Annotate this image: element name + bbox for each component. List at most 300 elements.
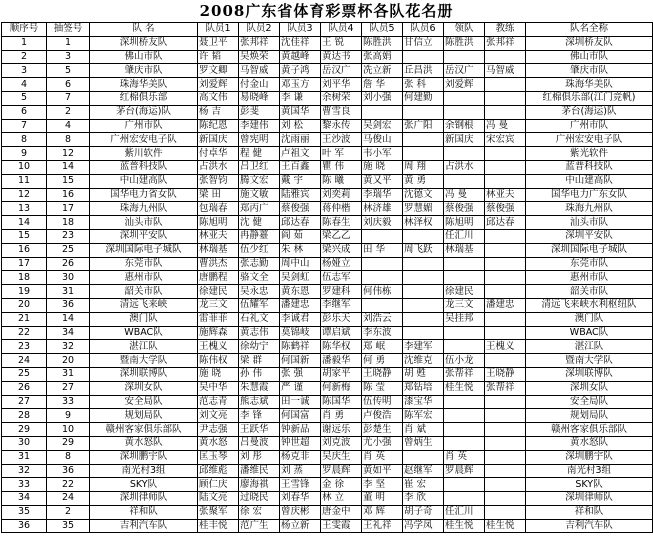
table-cell: 邱达春 xyxy=(280,216,321,230)
table-row xyxy=(2,326,653,340)
table-cell: 张邦祥 xyxy=(239,36,280,50)
table-row xyxy=(2,354,653,368)
table-cell: 1 xyxy=(47,36,90,50)
table-cell xyxy=(444,91,485,105)
table-cell: 陈春生 xyxy=(321,216,362,230)
table-cell: 10 xyxy=(2,160,47,174)
table-row xyxy=(2,105,653,119)
table-cell: 王槐义 xyxy=(485,340,526,354)
table-cell: 茅台(海运)队 xyxy=(90,105,198,119)
table-cell: 徐 宏 xyxy=(239,505,280,519)
table-cell: 杨克非 xyxy=(280,450,321,464)
table-cell: 莫锦岐 xyxy=(280,326,321,340)
table-cell: 谢远乐 xyxy=(321,423,362,437)
table-cell: 8 xyxy=(47,450,90,464)
table-cell: 7 xyxy=(47,91,90,105)
table-cell: 余树荣 xyxy=(321,91,362,105)
table-cell: 桂生悦 xyxy=(444,519,485,533)
table-cell: 黄水怒 xyxy=(198,436,239,450)
table-cell xyxy=(485,312,526,326)
table-cell: 朱 林 xyxy=(280,243,321,257)
table-cell: 深圳国际电子城队 xyxy=(526,243,653,257)
table-cell: 黄如平 xyxy=(362,464,403,478)
table-cell: 王礼祥 xyxy=(362,519,403,533)
table-cell: 龙三文 xyxy=(198,298,239,312)
table-row xyxy=(2,91,653,105)
table-cell: 林亚夫 xyxy=(485,188,526,202)
table-cell: 任汇川 xyxy=(444,229,485,243)
table-cell: 陈胜洪 xyxy=(444,36,485,50)
column-header: 队 名 xyxy=(90,23,198,37)
table-cell: 桂生悦 xyxy=(444,381,485,395)
table-cell: 沈德文 xyxy=(403,188,444,202)
table-cell: 佛山市队 xyxy=(90,50,198,64)
table-cell: 珠海华美队 xyxy=(90,78,198,92)
table-cell: 施文敏 xyxy=(239,188,280,202)
table-cell xyxy=(444,423,485,437)
table-row xyxy=(2,478,653,492)
table-cell: 珠海华美队 xyxy=(526,78,653,92)
table-cell xyxy=(485,147,526,161)
table-cell xyxy=(362,257,403,271)
table-cell: 高文伟 xyxy=(198,91,239,105)
table-row xyxy=(2,78,653,92)
table-cell: 伍志军 xyxy=(321,271,362,285)
table-cell: 刘庆毅 xyxy=(362,216,403,230)
table-cell: WBAC队 xyxy=(90,326,198,340)
table-cell: 34 xyxy=(47,326,90,340)
table-cell: 2 xyxy=(47,105,90,119)
table-cell xyxy=(403,147,444,161)
table-cell: 黄水怒队 xyxy=(526,436,653,450)
table-cell: 瞿 伟 xyxy=(321,160,362,174)
column-header: 队名全称 xyxy=(526,23,653,37)
table-cell: 8 xyxy=(2,133,47,147)
table-cell: 吴庆生 xyxy=(321,450,362,464)
table-cell: 张帮祥 xyxy=(485,381,526,395)
table-cell: 广州宏安电子队 xyxy=(90,133,198,147)
table-cell xyxy=(403,229,444,243)
table-cell: 19 xyxy=(2,285,47,299)
table-cell: 桂生悦 xyxy=(485,519,526,533)
table-cell: 李建伟 xyxy=(239,119,280,133)
table-cell: 腾文宏 xyxy=(239,174,280,188)
table-row xyxy=(2,312,653,326)
table-cell: 3 xyxy=(47,50,90,64)
table-cell: 刘爱辉 xyxy=(198,78,239,92)
table-cell: 石礼文 xyxy=(239,312,280,326)
table-cell: 林泽权 xyxy=(403,216,444,230)
table-cell: 梁乙乙 xyxy=(321,229,362,243)
table-cell: 梁 群 xyxy=(239,354,280,368)
table-cell: 罗晨辉 xyxy=(321,464,362,478)
table-cell: 陈国华 xyxy=(321,395,362,409)
table-cell: 黄子鸿 xyxy=(280,64,321,78)
table-cell: 31 xyxy=(47,285,90,299)
table-cell: 惠州市队 xyxy=(526,271,653,285)
table-cell: 33 xyxy=(47,395,90,409)
table-cell: 张邦祥 xyxy=(485,36,526,50)
table-cell: 李 谦 xyxy=(280,91,321,105)
table-row xyxy=(2,229,653,243)
table-cell: 胡 甦 xyxy=(403,367,444,381)
table-row xyxy=(2,505,653,519)
table-cell: 熊志斌 xyxy=(239,395,280,409)
table-cell: 24 xyxy=(2,354,47,368)
table-cell: 33 xyxy=(2,478,47,492)
table-cell: 周中山 xyxy=(280,257,321,271)
table-cell: 周飞跃 xyxy=(403,243,444,257)
table-cell: 35 xyxy=(47,519,90,533)
table-cell: 彭楚生 xyxy=(362,423,403,437)
table-cell xyxy=(485,505,526,519)
table-cell: 28 xyxy=(2,409,47,423)
table-cell xyxy=(444,492,485,506)
table-cell: 阎 茹 xyxy=(280,229,321,243)
table-cell: 占洪水 xyxy=(444,160,485,174)
table-cell: 丘昌洪 xyxy=(403,64,444,78)
table-cell: 新国庆 xyxy=(198,133,239,147)
table-cell: 澳门队 xyxy=(90,312,198,326)
table-cell: 罗建科 xyxy=(321,285,362,299)
table-cell: 25 xyxy=(2,367,47,381)
table-cell: 肇庆市队 xyxy=(90,64,198,78)
table-cell xyxy=(362,229,403,243)
table-cell: 伍小龙 xyxy=(444,354,485,368)
table-cell: 9 xyxy=(2,147,47,161)
table-cell xyxy=(444,409,485,423)
table-cell: 张帮祥 xyxy=(444,367,485,381)
table-cell: 张 科 xyxy=(403,78,444,92)
table-cell: 汕头市队 xyxy=(526,216,653,230)
table-cell: 广州宏安电子队 xyxy=(526,133,653,147)
table-cell: 深圳联博队 xyxy=(526,367,653,381)
table-cell: 岳汉广 xyxy=(321,64,362,78)
table-cell xyxy=(485,257,526,271)
table-cell: 茅台(海运)队 xyxy=(526,105,653,119)
table-cell: 刘爱辉 xyxy=(444,78,485,92)
table-cell: SKY队 xyxy=(90,478,198,492)
table-cell: 蔡俊强 xyxy=(280,202,321,216)
table-cell: 冯 曼 xyxy=(444,188,485,202)
table-cell: 27 xyxy=(2,395,47,409)
table-row xyxy=(2,367,653,381)
table-cell: 张 强 xyxy=(280,367,321,381)
table-cell: 紫光软件 xyxy=(526,147,653,161)
table-cell: 5 xyxy=(2,91,47,105)
table-cell: 王晓静 xyxy=(485,367,526,381)
table-cell: 黄达书 xyxy=(321,50,362,64)
column-header: 领队 xyxy=(444,23,485,37)
table-cell: 5 xyxy=(47,64,90,78)
table-cell: 包瑞春 xyxy=(198,202,239,216)
table-cell: 吴挂邦 xyxy=(444,312,485,326)
table-cell: 吴中华 xyxy=(198,381,239,395)
table-cell: 黄东恩 xyxy=(280,285,321,299)
table-cell: 陈 曦 xyxy=(321,174,362,188)
table-cell: 深圳律师队 xyxy=(526,492,653,506)
table-cell: 赣州客家俱乐部队 xyxy=(90,423,198,437)
table-cell xyxy=(444,436,485,450)
table-cell xyxy=(403,133,444,147)
table-cell: 周 翔 xyxy=(403,160,444,174)
table-cell xyxy=(485,395,526,409)
table-cell: 36 xyxy=(2,519,47,533)
table-cell: 任汇川 xyxy=(444,505,485,519)
table-cell: 陈旭明 xyxy=(444,216,485,230)
table-cell: 黄 勇 xyxy=(403,174,444,188)
table-row xyxy=(2,409,653,423)
table-cell: 深圳平安队 xyxy=(90,229,198,243)
table-cell: 黄水怒队 xyxy=(90,436,198,450)
table-cell xyxy=(485,436,526,450)
table-cell: 中山建高队 xyxy=(526,174,653,188)
table-cell: 潘建忠 xyxy=(280,298,321,312)
table-cell: 21 xyxy=(2,312,47,326)
table-row xyxy=(2,174,653,188)
table-cell: 暨南大学队 xyxy=(526,354,653,368)
table-cell: 刘春华 xyxy=(280,492,321,506)
table-cell: 23 xyxy=(2,340,47,354)
table-cell: 邓 辉 xyxy=(362,505,403,519)
table-cell: 南光村3组 xyxy=(526,464,653,478)
table-cell: 叶 军 xyxy=(321,147,362,161)
table-cell: 刘浩云 xyxy=(362,312,403,326)
table-row xyxy=(2,216,653,230)
table-row xyxy=(2,436,653,450)
table-cell: 伍少红 xyxy=(239,243,280,257)
table-cell: 23 xyxy=(47,229,90,243)
table-cell: SKY队 xyxy=(526,478,653,492)
table-cell: 曹雪良 xyxy=(321,105,362,119)
table-cell: 卢俊浩 xyxy=(362,409,403,423)
table-cell: 17 xyxy=(2,257,47,271)
table-cell: 潘毅华 xyxy=(321,354,362,368)
table-row xyxy=(2,298,653,312)
table-cell: 9 xyxy=(47,409,90,423)
table-cell xyxy=(485,174,526,188)
table-cell: 严 谨 xyxy=(280,381,321,395)
table-cell xyxy=(485,160,526,174)
table-cell: 张高娟 xyxy=(362,50,403,64)
table-cell: 崔 宏 xyxy=(403,478,444,492)
table-cell: 南光村3组 xyxy=(90,464,198,478)
table-cell: 徐建民 xyxy=(444,285,485,299)
table-cell: 马智威 xyxy=(485,64,526,78)
table-cell: 董 明 xyxy=(362,492,403,506)
table-cell xyxy=(444,174,485,188)
table-cell: 陈 莹 xyxy=(362,381,403,395)
table-cell: 陈伟权 xyxy=(198,354,239,368)
table-cell: 李建军 xyxy=(403,340,444,354)
table-row xyxy=(2,340,653,354)
table-cell xyxy=(403,450,444,464)
table-cell xyxy=(485,105,526,119)
table-cell: 东莞市队 xyxy=(90,257,198,271)
table-row xyxy=(2,285,653,299)
table-cell: 田 华 xyxy=(362,243,403,257)
table-cell: 深圳平安队 xyxy=(526,229,653,243)
table-cell: 惠州市队 xyxy=(90,271,198,285)
table-row xyxy=(2,36,653,50)
table-cell: 中山建高队 xyxy=(90,174,198,188)
table-cell: 唐金中 xyxy=(321,505,362,519)
table-cell: 22 xyxy=(47,478,90,492)
table-cell: 深圳鹏宇队 xyxy=(90,450,198,464)
table-cell: 李 坚 xyxy=(362,478,403,492)
table-cell: 12 xyxy=(2,188,47,202)
table-cell: 吴剑宏 xyxy=(362,119,403,133)
table-cell: 3 xyxy=(2,64,47,78)
table-cell: 朱慧霞 xyxy=(239,381,280,395)
table-cell: 肖 勇 xyxy=(321,409,362,423)
table-cell: 暨南大学队 xyxy=(90,354,198,368)
table-cell: 6 xyxy=(47,78,90,92)
table-cell: 彭乐天 xyxy=(321,312,362,326)
table-cell: 范广生 xyxy=(239,519,280,533)
table-cell: 尹志强 xyxy=(198,423,239,437)
table-cell: 程 健 xyxy=(239,147,280,161)
table-cell: 过晓民 xyxy=(239,492,280,506)
table-cell: 规划局队 xyxy=(90,409,198,423)
table-cell: 30 xyxy=(2,436,47,450)
table-cell: 何新梅 xyxy=(321,381,362,395)
table-cell: 深圳女队 xyxy=(526,381,653,395)
table-cell: WBAC队 xyxy=(526,326,653,340)
table-cell: 何伟栋 xyxy=(362,285,403,299)
table-cell: 邓玉方 xyxy=(280,78,321,92)
table-cell: 湛江队 xyxy=(526,340,653,354)
table-cell: 刘克波 xyxy=(321,436,362,450)
table-cell: 何建勤 xyxy=(403,91,444,105)
table-cell: 林瑞基 xyxy=(198,243,239,257)
table-cell: 祥和队 xyxy=(526,505,653,519)
table-cell: 马智威 xyxy=(239,64,280,78)
table-cell xyxy=(403,312,444,326)
table-cell: 珠海九州队 xyxy=(526,202,653,216)
table-cell: 26 xyxy=(2,381,47,395)
table-cell: 汕头市队 xyxy=(90,216,198,230)
table-row xyxy=(2,50,653,64)
table-cell: 何 勇 xyxy=(362,354,403,368)
table-cell xyxy=(403,298,444,312)
table-cell xyxy=(485,423,526,437)
table-cell: 聂卫平 xyxy=(198,36,239,50)
table-cell: 钟世超 xyxy=(280,436,321,450)
table-cell: 骆文全 xyxy=(239,271,280,285)
table-row xyxy=(2,119,653,133)
table-cell: 张广阳 xyxy=(403,119,444,133)
table-cell: 35 xyxy=(2,505,47,519)
table-cell xyxy=(485,326,526,340)
table-cell: 付金山 xyxy=(239,78,280,92)
table-cell: 曾宪明 xyxy=(239,133,280,147)
table-cell xyxy=(403,257,444,271)
table-cell: 徐建民 xyxy=(198,285,239,299)
column-header: 顺序号 xyxy=(2,23,47,37)
table-cell: 深圳鹏宇队 xyxy=(526,450,653,464)
table-cell: 14 xyxy=(47,312,90,326)
table-cell: 余钢根 xyxy=(444,119,485,133)
table-row xyxy=(2,464,653,478)
table-cell: 陈胜洪 xyxy=(362,36,403,50)
table-cell: 29 xyxy=(47,436,90,450)
table-cell: 顾仁庆 xyxy=(198,478,239,492)
table-cell: 梁兴成 xyxy=(321,243,362,257)
table-cell: 黄又平 xyxy=(362,174,403,188)
table-cell: 32 xyxy=(47,340,90,354)
table-cell xyxy=(362,298,403,312)
table-cell: 陈纪恩 xyxy=(198,119,239,133)
table-cell: 陈华权 xyxy=(321,340,362,354)
column-header: 队员1 xyxy=(198,23,239,37)
table-cell: 林济雄 xyxy=(362,202,403,216)
table-row xyxy=(2,492,653,506)
table-cell: 赵继军 xyxy=(403,464,444,478)
table-cell: 31 xyxy=(47,367,90,381)
table-cell: 冉静薹 xyxy=(239,229,280,243)
table-cell: 16 xyxy=(2,243,47,257)
table-cell: 7 xyxy=(2,119,47,133)
table-cell: 罗慧媚 xyxy=(403,202,444,216)
column-header: 教练 xyxy=(485,23,526,37)
table-cell xyxy=(485,243,526,257)
table-cell: 湛江队 xyxy=(90,340,198,354)
table-cell: 曹洪杰 xyxy=(198,257,239,271)
table-cell: 王雯霞 xyxy=(321,519,362,533)
table-cell: 何国富 xyxy=(280,409,321,423)
table-cell: 王雪锋 xyxy=(280,478,321,492)
table-cell: 吴焕荣 xyxy=(239,50,280,64)
table-cell: 刘 松 xyxy=(280,119,321,133)
table-cell: 25 xyxy=(47,243,90,257)
table-cell xyxy=(444,326,485,340)
table-cell: 雷菲菲 xyxy=(198,312,239,326)
table-cell: 新国庆 xyxy=(444,133,485,147)
table-cell: 冯 曼 xyxy=(485,119,526,133)
table-cell: 郑钻培 xyxy=(403,381,444,395)
table-cell: 龙三文 xyxy=(444,298,485,312)
table-cell xyxy=(485,492,526,506)
table-cell: 陈旭明 xyxy=(198,216,239,230)
table-cell: 冯学凤 xyxy=(403,519,444,533)
table-cell: 刘 彤 xyxy=(239,450,280,464)
table-cell: 22 xyxy=(2,326,47,340)
table-cell: 1 xyxy=(2,36,47,50)
table-cell: 吉利汽车队 xyxy=(90,519,198,533)
table-cell: 安全局队 xyxy=(526,395,653,409)
table-cell: 付卓华 xyxy=(198,147,239,161)
column-header: 队员6 xyxy=(403,23,444,37)
table-cell: 刘平华 xyxy=(321,78,362,92)
table-cell: 赣州客家俱乐部队 xyxy=(526,423,653,437)
table-cell: 李 欣 xyxy=(403,492,444,506)
table-cell: 红棉俱乐部 xyxy=(90,91,198,105)
table-cell xyxy=(403,105,444,119)
table-cell: 甘信立 xyxy=(403,36,444,50)
table-cell: 郑丙广 xyxy=(239,202,280,216)
table-cell: 12 xyxy=(47,147,90,161)
table-row xyxy=(2,64,653,78)
table-cell: 王沙波 xyxy=(321,133,362,147)
table-cell: 杨娅立 xyxy=(321,257,362,271)
table-cell: 15 xyxy=(2,229,47,243)
table-row xyxy=(2,160,653,174)
table-cell: 陆文亮 xyxy=(198,492,239,506)
table-cell: 许 韬 xyxy=(198,50,239,64)
table-cell: 何国新 xyxy=(280,354,321,368)
table-cell: 张智钧 xyxy=(198,174,239,188)
